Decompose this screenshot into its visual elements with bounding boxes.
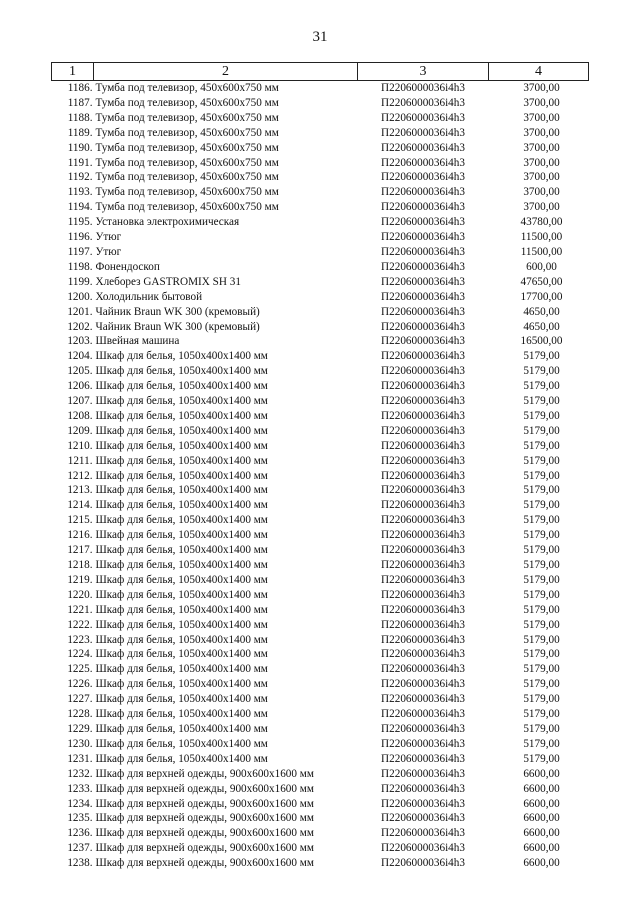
item-price: 3700,00 [523, 186, 560, 199]
table-row [52, 185, 589, 200]
item-price: 5179,00 [523, 439, 560, 452]
item-price: 11500,00 [520, 231, 563, 244]
row-number: 1207. [67, 395, 93, 408]
table-row [52, 349, 589, 364]
row-number: 1213. [67, 484, 93, 497]
inventory-code: П2206000036i4h3 [381, 245, 465, 258]
item-name: Шкаф для белья, 1050x400x1400 мм [95, 708, 268, 721]
row-number: 1222. [67, 618, 93, 631]
row-number: 1188. [67, 111, 93, 124]
inventory-code: П2206000036i4h3 [381, 126, 465, 139]
row-number: 1221. [67, 603, 93, 616]
table-row [52, 677, 589, 692]
item-name: Холодильник бытовой [95, 290, 203, 303]
table-row [52, 379, 589, 394]
item-name: Шкаф для белья, 1050x400x1400 мм [95, 409, 268, 422]
inventory-code: П2206000036i4h3 [381, 350, 465, 363]
row-number: 1219. [67, 573, 93, 586]
item-name: Шкаф для верхней одежды, 900x600x1600 мм [95, 827, 314, 840]
item-name: Шкаф для белья, 1050x400x1400 мм [95, 588, 268, 601]
inventory-code: П2206000036i4h3 [381, 469, 465, 482]
item-price: 6600,00 [523, 842, 560, 855]
item-name: Шкаф для белья, 1050x400x1400 мм [95, 648, 268, 661]
inventory-code: П2206000036i4h3 [381, 544, 465, 557]
row-number: 1208. [67, 409, 93, 422]
row-number: 1220. [67, 588, 93, 601]
item-price: 5179,00 [523, 365, 560, 378]
table-row [52, 320, 589, 335]
item-price: 5179,00 [523, 722, 560, 735]
item-name: Шкаф для белья, 1050x400x1400 мм [95, 365, 268, 378]
row-number: 1234. [67, 797, 93, 810]
item-name: Шкаф для белья, 1050x400x1400 мм [95, 618, 268, 631]
item-price: 5179,00 [523, 588, 560, 601]
inventory-code: П2206000036i4h3 [381, 484, 465, 497]
item-name: Тумба под телевизор, 450x600x750 мм [95, 186, 279, 199]
row-number: 1225. [67, 663, 93, 676]
item-price: 5179,00 [523, 514, 560, 527]
inventory-code: П2206000036i4h3 [381, 439, 465, 452]
table-row [52, 737, 589, 752]
item-price: 3700,00 [523, 171, 560, 184]
item-price: 6600,00 [523, 857, 560, 870]
inventory-code: П2206000036i4h3 [381, 380, 465, 393]
table-row [52, 707, 589, 722]
item-price: 5179,00 [523, 529, 560, 542]
item-price: 4650,00 [523, 320, 560, 333]
table-row [52, 767, 589, 782]
row-number: 1237. [67, 842, 93, 855]
inventory-code: П2206000036i4h3 [381, 633, 465, 646]
item-price: 5179,00 [523, 603, 560, 616]
inventory-code: П2206000036i4h3 [381, 82, 465, 94]
item-price: 3700,00 [523, 111, 560, 124]
item-price: 5179,00 [523, 454, 560, 467]
item-price: 6600,00 [523, 797, 560, 810]
table-row [52, 618, 589, 633]
row-number: 1238. [67, 857, 93, 870]
row-number: 1230. [67, 737, 93, 750]
item-name: Шкаф для верхней одежды, 900x600x1600 мм [95, 797, 314, 810]
item-price: 5179,00 [523, 499, 560, 512]
item-name: Утюг [95, 231, 122, 244]
row-number: 1192. [67, 171, 93, 184]
item-name: Швейная машина [95, 335, 180, 348]
inventory-code: П2206000036i4h3 [381, 395, 465, 408]
table-body [52, 81, 589, 872]
item-price: 3700,00 [523, 126, 560, 139]
item-price: 5179,00 [523, 424, 560, 437]
item-name: Шкаф для белья, 1050x400x1400 мм [95, 722, 268, 735]
inventory-code: П2206000036i4h3 [381, 260, 465, 273]
row-number: 1231. [67, 752, 93, 765]
item-name: Шкаф для верхней одежды, 900x600x1600 мм [95, 782, 314, 795]
row-number: 1214. [67, 499, 93, 512]
inventory-code: П2206000036i4h3 [381, 752, 465, 765]
header-col-4: 4 [489, 63, 589, 81]
item-name: Шкаф для белья, 1050x400x1400 мм [95, 380, 268, 393]
item-price: 11500,00 [520, 245, 563, 258]
table-row [52, 126, 589, 141]
row-number: 1186. [67, 82, 93, 94]
table-row [52, 811, 589, 826]
item-name: Шкаф для белья, 1050x400x1400 мм [95, 752, 268, 765]
item-price: 6600,00 [523, 782, 560, 795]
row-number: 1195. [67, 216, 93, 229]
row-number: 1226. [67, 678, 93, 691]
row-number: 1202. [67, 320, 93, 333]
item-price: 47650,00 [520, 275, 563, 288]
item-name: Шкаф для белья, 1050x400x1400 мм [95, 499, 268, 512]
table-row [52, 856, 589, 871]
table-row [52, 275, 589, 290]
item-name: Шкаф для верхней одежды, 900x600x1600 мм [95, 842, 314, 855]
inventory-code: П2206000036i4h3 [381, 96, 465, 109]
inventory-code: П2206000036i4h3 [381, 335, 465, 348]
item-name: Утюг [95, 245, 122, 258]
inventory-code: П2206000036i4h3 [381, 708, 465, 721]
row-number: 1205. [67, 365, 93, 378]
row-number: 1189. [67, 126, 93, 139]
item-price: 5179,00 [523, 708, 560, 721]
item-name: Тумба под телевизор, 450x600x750 мм [95, 156, 279, 169]
row-number: 1229. [67, 722, 93, 735]
row-number: 1204. [67, 350, 93, 363]
row-number: 1203. [67, 335, 93, 348]
table-row [52, 498, 589, 513]
table-row [52, 96, 589, 111]
item-name: Чайник Braun WK 300 (кремовый) [95, 305, 260, 318]
inventory-code: П2206000036i4h3 [381, 141, 465, 154]
item-price: 5179,00 [523, 678, 560, 691]
table-row [52, 782, 589, 797]
inventory-code: П2206000036i4h3 [381, 171, 465, 184]
inventory-code: П2206000036i4h3 [381, 156, 465, 169]
inventory-code: П2206000036i4h3 [381, 320, 465, 333]
table-row [52, 200, 589, 215]
item-name: Шкаф для белья, 1050x400x1400 мм [95, 484, 268, 497]
item-price: 5179,00 [523, 663, 560, 676]
table-row [52, 156, 589, 171]
item-name: Шкаф для верхней одежды, 900x600x1600 мм [95, 767, 314, 780]
row-number: 1201. [67, 305, 93, 318]
item-price: 600,00 [526, 260, 557, 273]
row-number: 1196. [67, 231, 93, 244]
item-name: Тумба под телевизор, 450x600x750 мм [95, 141, 279, 154]
inventory-code: П2206000036i4h3 [381, 454, 465, 467]
table-row [52, 841, 589, 856]
item-price: 5179,00 [523, 469, 560, 482]
inventory-code: П2206000036i4h3 [381, 693, 465, 706]
inventory-code: П2206000036i4h3 [381, 559, 465, 571]
inventory-code: П2206000036i4h3 [381, 797, 465, 810]
table-row [52, 230, 589, 245]
row-number: 1211. [67, 454, 93, 467]
inventory-code: П2206000036i4h3 [381, 514, 465, 527]
row-number: 1215. [67, 514, 93, 527]
row-number: 1187. [67, 96, 93, 109]
table-row [52, 305, 589, 320]
table-row [52, 141, 589, 156]
item-name: Шкаф для белья, 1050x400x1400 мм [95, 529, 268, 542]
item-price: 43780,00 [520, 216, 563, 229]
item-name: Тумба под телевизор, 450x600x750 мм [95, 126, 279, 139]
inventory-code: П2206000036i4h3 [381, 409, 465, 422]
item-name: Шкаф для белья, 1050x400x1400 мм [95, 603, 268, 616]
item-price: 3700,00 [523, 201, 560, 214]
header-col-2: 2 [94, 63, 358, 81]
item-name: Хлеборез GASTROMIX SH 31 [95, 275, 241, 288]
inventory-code: П2206000036i4h3 [381, 782, 465, 795]
table-row [52, 722, 589, 737]
inventory-code: П2206000036i4h3 [381, 290, 465, 303]
row-number: 1190. [67, 141, 93, 154]
table-row [52, 513, 589, 528]
table-row [52, 439, 589, 454]
inventory-code: П2206000036i4h3 [381, 722, 465, 735]
item-name: Шкаф для белья, 1050x400x1400 мм [95, 424, 268, 437]
inventory-code: П2206000036i4h3 [381, 573, 465, 586]
inventory-code: П2206000036i4h3 [381, 186, 465, 199]
item-name: Шкаф для белья, 1050x400x1400 мм [95, 678, 268, 691]
page-number: 31 [312, 29, 328, 45]
row-number: 1194. [67, 201, 93, 214]
row-number: 1228. [67, 708, 93, 721]
item-name: Шкаф для белья, 1050x400x1400 мм [95, 573, 268, 586]
row-number: 1210. [67, 439, 93, 452]
inventory-table [51, 62, 589, 871]
item-price: 3700,00 [523, 156, 560, 169]
item-price: 5179,00 [523, 544, 560, 557]
row-number: 1236. [67, 827, 93, 840]
inventory-code: П2206000036i4h3 [381, 648, 465, 661]
table-row [52, 692, 589, 707]
table-row [52, 260, 589, 275]
table-row [52, 394, 589, 409]
item-price: 5179,00 [523, 618, 560, 631]
row-number: 1209. [67, 424, 93, 437]
item-name: Шкаф для белья, 1050x400x1400 мм [95, 469, 268, 482]
item-price: 6600,00 [523, 827, 560, 840]
item-price: 5179,00 [523, 633, 560, 646]
item-name: Тумба под телевизор, 450x600x750 мм [95, 96, 279, 109]
item-name: Шкаф для верхней одежды, 900x600x1600 мм [95, 812, 314, 825]
table-row [52, 215, 589, 230]
table-header-row [52, 63, 589, 81]
item-name: Шкаф для белья, 1050x400x1400 мм [95, 559, 268, 571]
inventory-code: П2206000036i4h3 [381, 499, 465, 512]
item-price: 3700,00 [523, 96, 560, 109]
inventory-code: П2206000036i4h3 [381, 588, 465, 601]
item-name: Шкаф для белья, 1050x400x1400 мм [95, 439, 268, 452]
row-number: 1232. [67, 767, 93, 780]
item-price: 3700,00 [523, 82, 560, 94]
inventory-code: П2206000036i4h3 [381, 603, 465, 616]
header-col-3: 3 [358, 63, 489, 81]
table-row [52, 454, 589, 469]
header-col-1: 1 [52, 63, 94, 81]
inventory-code: П2206000036i4h3 [381, 663, 465, 676]
item-price: 6600,00 [523, 767, 560, 780]
item-name: Шкаф для белья, 1050x400x1400 мм [95, 454, 268, 467]
table-row [52, 826, 589, 841]
inventory-code: П2206000036i4h3 [381, 305, 465, 318]
row-number: 1224. [67, 648, 93, 661]
inventory-code: П2206000036i4h3 [381, 231, 465, 244]
item-name: Установка электрохимическая [95, 216, 240, 229]
item-name: Шкаф для белья, 1050x400x1400 мм [95, 633, 268, 646]
inventory-code: П2206000036i4h3 [381, 201, 465, 214]
table-row [52, 558, 589, 573]
table-row [52, 424, 589, 439]
item-price: 5179,00 [523, 573, 560, 586]
row-number: 1233. [67, 782, 93, 795]
row-number: 1199. [67, 275, 93, 288]
table-row [52, 543, 589, 558]
table-row [52, 469, 589, 484]
row-number: 1212. [67, 469, 93, 482]
item-name: Тумба под телевизор, 450x600x750 мм [95, 171, 279, 184]
table-row [52, 364, 589, 379]
item-price: 5179,00 [523, 752, 560, 765]
table-row [52, 573, 589, 588]
row-number: 1200. [67, 290, 93, 303]
item-name: Шкаф для белья, 1050x400x1400 мм [95, 514, 268, 527]
table-row [52, 797, 589, 812]
item-name: Шкаф для белья, 1050x400x1400 мм [95, 544, 268, 557]
inventory-code: П2206000036i4h3 [381, 678, 465, 691]
item-name: Шкаф для белья, 1050x400x1400 мм [95, 693, 268, 706]
table-row [52, 409, 589, 424]
inventory-code: П2206000036i4h3 [381, 737, 465, 750]
table-row [52, 245, 589, 260]
row-number: 1206. [67, 380, 93, 393]
table-row [52, 483, 589, 498]
table-row [52, 334, 589, 349]
inventory-code: П2206000036i4h3 [381, 111, 465, 124]
row-number: 1217. [67, 544, 93, 557]
table-row [52, 111, 589, 126]
row-number: 1191. [67, 156, 93, 169]
inventory-code: П2206000036i4h3 [381, 216, 465, 229]
item-price: 5179,00 [523, 395, 560, 408]
inventory-code: П2206000036i4h3 [381, 812, 465, 825]
table-row [52, 662, 589, 677]
row-number: 1235. [67, 812, 93, 825]
inventory-code: П2206000036i4h3 [381, 842, 465, 855]
row-number: 1227. [67, 693, 93, 706]
item-name: Шкаф для белья, 1050x400x1400 мм [95, 663, 268, 676]
table-row [52, 633, 589, 648]
inventory-code: П2206000036i4h3 [381, 827, 465, 840]
inventory-code: П2206000036i4h3 [381, 424, 465, 437]
row-number: 1198. [67, 260, 93, 273]
item-price: 6600,00 [523, 812, 560, 825]
item-name: Тумба под телевизор, 450x600x750 мм [95, 201, 279, 214]
inventory-code: П2206000036i4h3 [381, 529, 465, 542]
table-row [52, 588, 589, 603]
item-price: 5179,00 [523, 693, 560, 706]
inventory-code: П2206000036i4h3 [381, 618, 465, 631]
table-row [52, 647, 589, 662]
item-price: 5179,00 [523, 559, 560, 571]
item-name: Шкаф для белья, 1050x400x1400 мм [95, 350, 268, 363]
item-price: 5179,00 [523, 648, 560, 661]
item-name: Тумба под телевизор, 450x600x750 мм [95, 111, 279, 124]
table-row [52, 752, 589, 767]
item-price: 5179,00 [523, 380, 560, 393]
inventory-code: П2206000036i4h3 [381, 767, 465, 780]
item-price: 17700,00 [520, 290, 563, 303]
row-number: 1223. [67, 633, 93, 646]
item-price: 5179,00 [523, 409, 560, 422]
table-row [52, 170, 589, 185]
row-number: 1218. [67, 559, 93, 571]
row-number: 1193. [67, 186, 93, 199]
table-row [52, 290, 589, 305]
item-name: Шкаф для верхней одежды, 900x600x1600 мм [95, 857, 314, 870]
table-row [52, 603, 589, 618]
item-name: Фонендоскоп [95, 260, 160, 273]
item-price: 5179,00 [523, 484, 560, 497]
item-name: Шкаф для белья, 1050x400x1400 мм [95, 395, 268, 408]
inventory-code: П2206000036i4h3 [381, 365, 465, 378]
item-price: 16500,00 [520, 335, 563, 348]
table-row [52, 528, 589, 543]
item-price: 4650,00 [523, 305, 560, 318]
row-number: 1216. [67, 529, 93, 542]
item-name: Шкаф для белья, 1050x400x1400 мм [95, 737, 268, 750]
item-price: 5179,00 [523, 350, 560, 363]
item-name: Чайник Braun WK 300 (кремовый) [95, 320, 260, 333]
row-number: 1197. [67, 245, 93, 258]
inventory-code: П2206000036i4h3 [381, 857, 465, 870]
table-row [52, 81, 589, 96]
item-name: Тумба под телевизор, 450x600x750 мм [95, 82, 279, 94]
item-price: 5179,00 [523, 737, 560, 750]
item-price: 3700,00 [523, 141, 560, 154]
inventory-code: П2206000036i4h3 [381, 275, 465, 288]
